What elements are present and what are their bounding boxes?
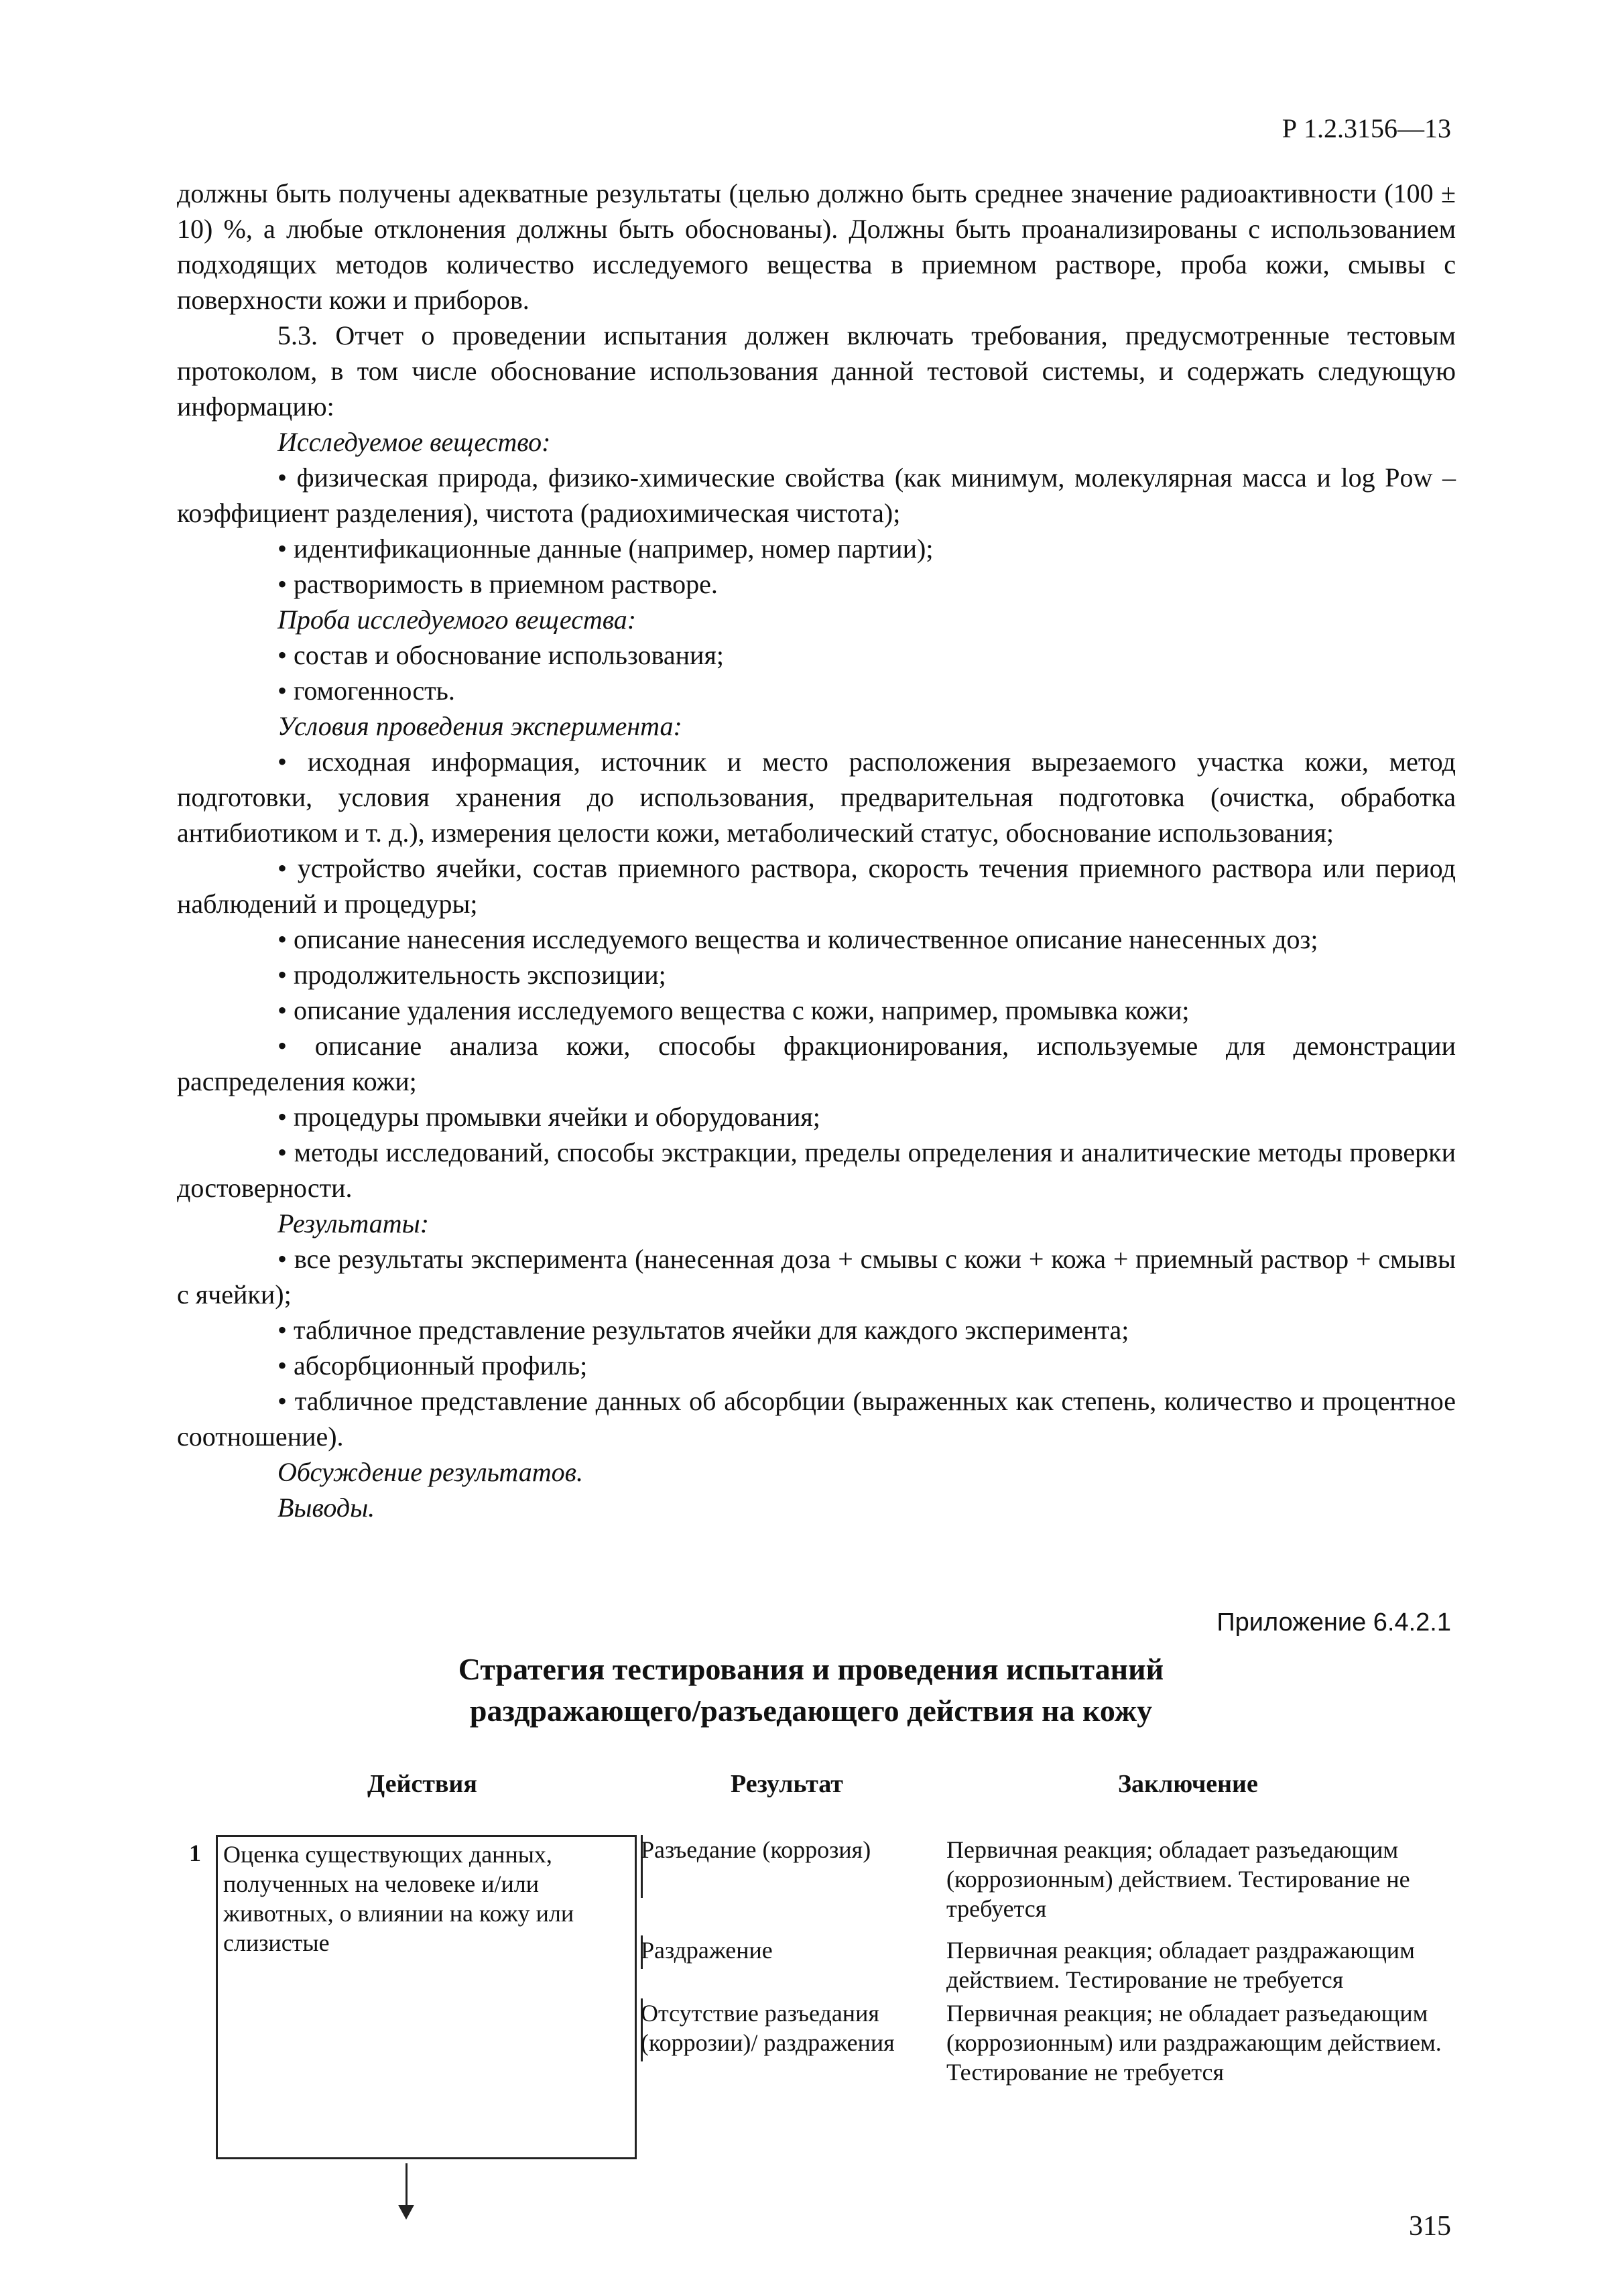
result-text: Раздражение [641, 1937, 773, 1964]
list-item: • состав и обоснование использования; [277, 640, 724, 670]
section-heading: Результаты: [277, 1208, 430, 1238]
list-item: • продолжительность экспозиции; [277, 960, 666, 990]
list-item-text: описание нанесения исследуемого вещества и количественное описание нанесенных доз; [294, 924, 1318, 954]
list-item-text: описание удаления исследуемого вещества с кожи, например, промывка кожи; [294, 995, 1190, 1025]
section-heading: Условия проведения эксперимента: [277, 711, 682, 741]
list-item: • все результаты эксперимента (нанесенная доза + смывы с кожи + кожа + приемный раствор + смывы с ячейки); [177, 1244, 1456, 1310]
list-item-text: табличное представление результатов ячейки для каждого эксперимента; [294, 1315, 1129, 1345]
list-item: • идентификационные данные (например, номер партии); [277, 533, 934, 564]
conclusion-text: Первичная реакция; не обладает разъедающим (коррозионным) или раздражающим действием. Тестирование не требуется [946, 2000, 1442, 2086]
paragraph: должны быть получены адекватные результаты (целью должно быть среднее значение радиоактивности (100 ± 10) %, а любые отклонения должны быть обоснованы). Должны быть проанализированы с использованием подходящих методов количество исследуемого вещества в приемном растворе, проба кожи, смывы с поверхности кожи и приборов. [177, 178, 1456, 315]
list-item: • описание удаления исследуемого вещества с кожи, например, промывка кожи; [277, 995, 1190, 1025]
list-item: • табличное представление результатов ячейки для каждого эксперимента; [277, 1315, 1129, 1345]
list-item-text: табличное представление данных об абсорбции (выраженных как степень, количество и процентное соотношение). [177, 1386, 1456, 1452]
appendix-title-line: Стратегия тестирования и проведения испытаний [458, 1652, 1164, 1686]
section-heading: Обсуждение результатов. [277, 1457, 583, 1487]
section-heading: Исследуемое вещество: [277, 427, 551, 457]
section-heading: Проба исследуемого вещества: [277, 604, 637, 635]
conclusion-text: Первичная реакция; обладает раздражающим действием. Тестирование не требуется [946, 1937, 1415, 1993]
section-heading: Выводы. [277, 1492, 375, 1523]
list-item-text: методы исследований, способы экстракции, пределы определения и аналитические методы проверки достоверности. [177, 1137, 1456, 1203]
list-item: • исходная информация, источник и место расположения вырезаемого участка кожи, метод подготовки, условия хранения до использования, предварительная подготовка (очистка, обработка антибиотиком и т. д.), измерения целости кожи, метаболический статус, обоснование использования; [177, 747, 1456, 848]
list-item: • абсорбционный профиль; [277, 1350, 588, 1381]
step-action-text: Оценка существующих данных, полученных на человеке и/или животных, о влиянии на кожу или слизистые [223, 1841, 574, 1956]
list-item: • гомогенность. [277, 676, 455, 706]
list-item: • физическая природа, физико-химические свойства (как минимум, молекулярная масса и log Pow – коэффициент разделения), чистота (радиохимическая чистота); [177, 462, 1456, 528]
list-item-text: абсорбционный профиль; [294, 1350, 588, 1381]
step-action-box [216, 1835, 637, 2159]
appendix-label: Приложение 6.4.2.1 [1216, 1608, 1451, 1637]
appendix-title [0, 1649, 1622, 1732]
list-item: • процедуры промывки ячейки и оборудования; [277, 1102, 820, 1132]
result-text: Разъедание (коррозия) [641, 1836, 871, 1863]
document-code: Р 1.2.3156—13 [1282, 113, 1451, 143]
list-item: • устройство ячейки, состав приемного раствора, скорость течения приемного раствора или период наблюдений и процедуры; [177, 853, 1456, 919]
down-arrow-icon [398, 2205, 414, 2220]
list-item-text: идентификационные данные (например, номер партии); [294, 533, 934, 564]
flow-arrow-line [406, 2163, 408, 2210]
column-header-conclusion: Заключение [1118, 1770, 1258, 1798]
list-item: • табличное представление данных об абсорбции (выраженных как степень, количество и процентное соотношение). [177, 1386, 1456, 1452]
list-item-text: все результаты эксперимента (нанесенная доза + смывы с кожи + кожа + приемный раствор + смывы с ячейки); [177, 1244, 1456, 1310]
list-item-text: описание анализа кожи, способы фракционирования, используемые для демонстрации распределения кожи; [177, 1031, 1456, 1096]
list-item-text: состав и обоснование использования; [294, 640, 724, 670]
conclusion-text: Первичная реакция; обладает разъедающим (коррозионным) действием. Тестирование не требуется [946, 1836, 1410, 1922]
paragraph: 5.3. Отчет о проведении испытания должен включать требования, предусмотренные тестовым протоколом, в том числе обоснование использования данной тестовой системы, и содержать следующую информацию: [177, 320, 1456, 422]
list-item: • описание анализа кожи, способы фракционирования, используемые для демонстрации распределения кожи; [177, 1031, 1456, 1096]
list-item-text: растворимость в приемном растворе. [294, 569, 718, 599]
list-item-text: процедуры промывки ячейки и оборудования; [294, 1102, 820, 1132]
list-item-text: устройство ячейки, состав приемного раствора, скорость течения приемного раствора или период наблюдений и процедуры; [177, 853, 1456, 919]
list-item: • растворимость в приемном растворе. [277, 569, 718, 599]
result-text: Отсутствие разъедания (коррозии)/ раздражения [641, 2000, 895, 2056]
list-item-text: физическая природа, физико-химические свойства (как минимум, молекулярная масса и log Pow – коэффициент разделения), чистота (радиохимическая чистота); [177, 462, 1456, 528]
list-item-text: исходная информация, источник и место расположения вырезаемого участка кожи, метод подготовки, условия хранения до использования, предварительная подготовка (очистка, обработка антибиотиком и т. д.), измерения целости кожи, метаболический статус, обоснование использования; [177, 747, 1456, 848]
body-text [177, 176, 1456, 1525]
column-header-result: Результат [731, 1770, 843, 1798]
step-number: 1 [189, 1840, 201, 1866]
column-header-actions: Действия [367, 1770, 477, 1798]
list-item: • методы исследований, способы экстракции, пределы определения и аналитические методы проверки достоверности. [177, 1137, 1456, 1203]
page-number: 315 [1409, 2211, 1451, 2242]
list-item-text: гомогенность. [294, 676, 455, 706]
list-item-text: продолжительность экспозиции; [294, 960, 666, 990]
list-item: • описание нанесения исследуемого вещества и количественное описание нанесенных доз; [277, 924, 1318, 954]
appendix-title-line: раздражающего/разъедающего действия на кожу [469, 1694, 1153, 1728]
